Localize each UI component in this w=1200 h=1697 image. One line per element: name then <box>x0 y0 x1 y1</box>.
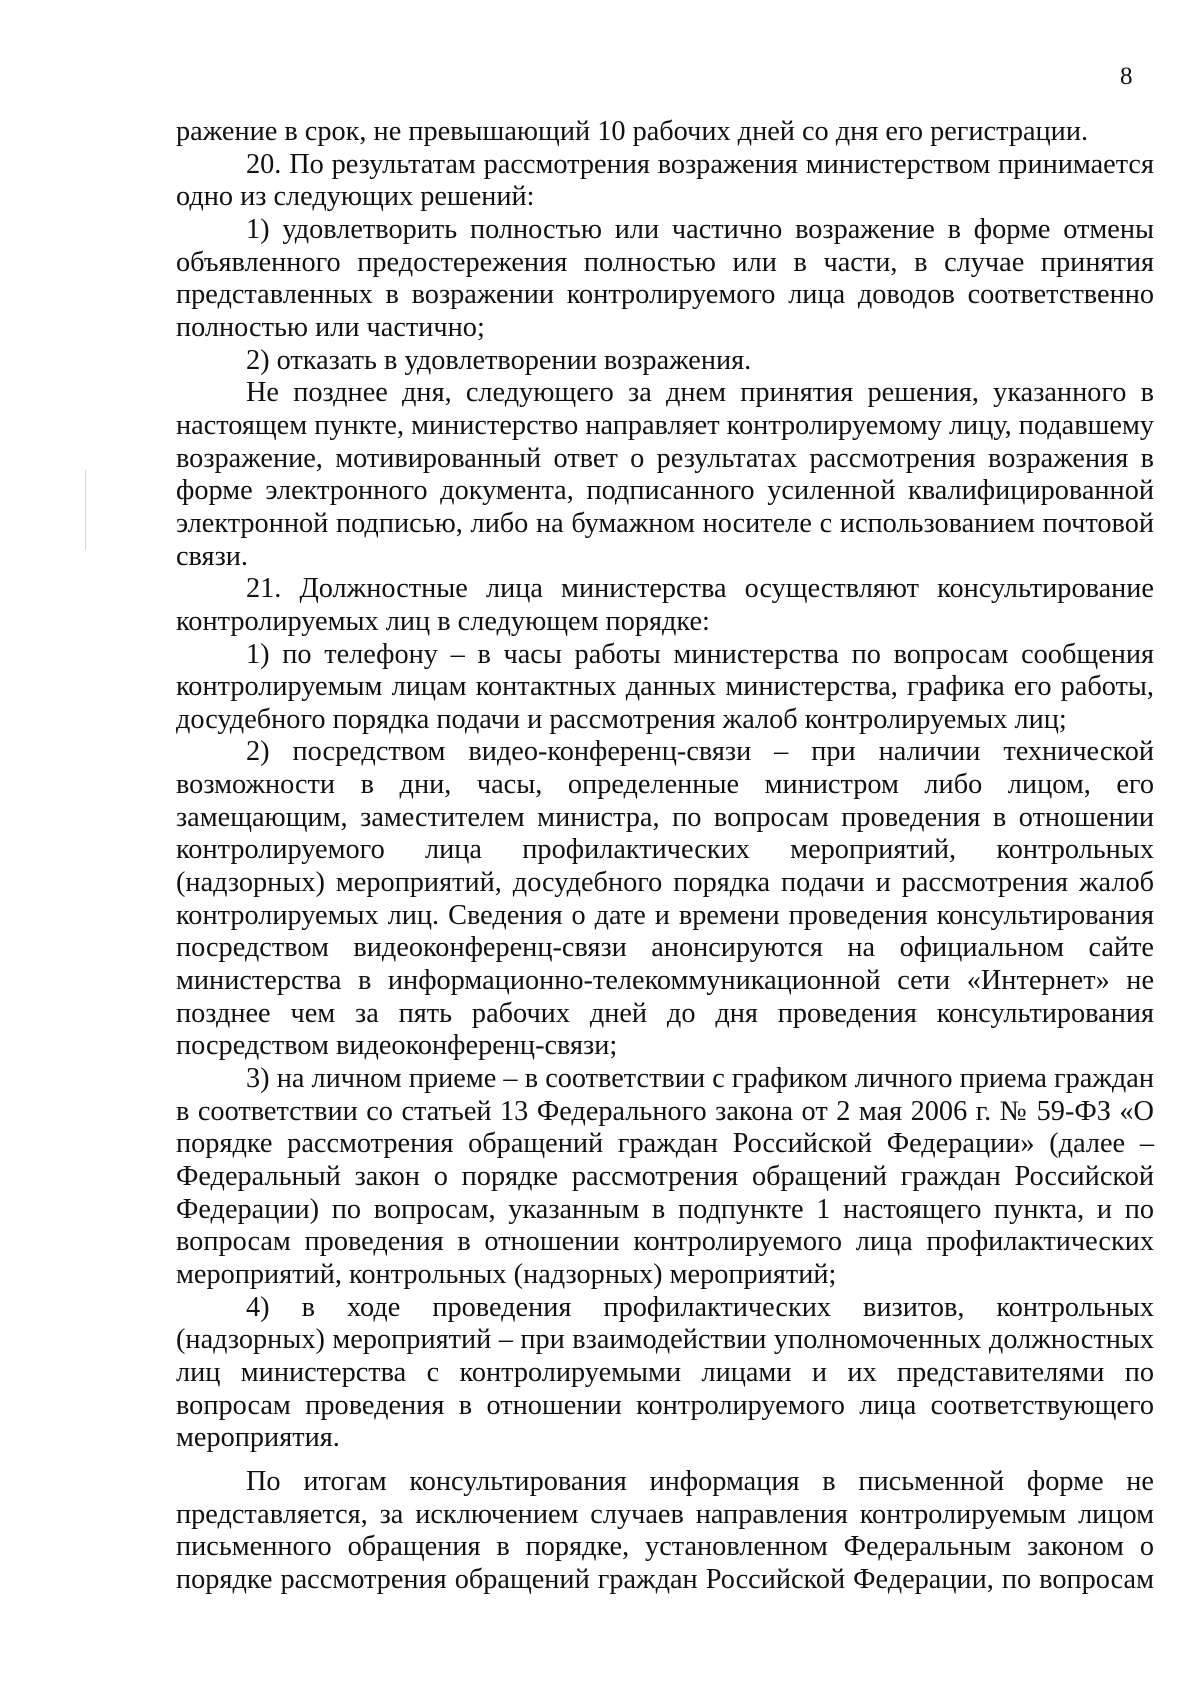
paragraph-consultation-results: По итогам консультирования информация в письменной форме не представляется, за исключением случаев направления контролируемым лицом письменного обращения в порядке, установленном Федеральным законом о порядке рассмотрения обращений граждан Российской Федерации, по вопросам <box>176 1465 1154 1595</box>
paragraph-continuation: ражение в срок, не превышающий 10 рабочих дней со дня его регистрации. <box>176 116 1089 147</box>
paragraph-item-20: 20. По результатам рассмотрения возражения министерством принимается одно из следующих решений: <box>176 148 1154 213</box>
paragraph-20-sub-1: 1) удовлетворить полностью или частично возражение в форме отмены объявленного предостережения полностью или в части, в случае принятия представленных в возражении контролируемого лица доводов соответственно полностью или частично; <box>176 213 1154 343</box>
page-number: 8 <box>1120 63 1133 90</box>
document-body <box>176 116 1154 1597</box>
paragraph-item-21: 21. Должностные лица министерства осуществляют консультирование контролируемых лиц в следующем порядке: <box>176 573 1154 637</box>
paragraph-21-sub-1: 1) по телефону – в часы работы министерства по вопросам сообщения контролируемым лицам контактных данных министерства, графика его работы, досудебного порядка подачи и рассмотрения жалоб контролируемых лиц; <box>176 638 1154 735</box>
paragraph-21-sub-2: 2) посредством видео-конференц-связи – при наличии технической возможности в дни, часы, определенные министром либо лицом, его замещающим, заместителем министра, по вопросам проведения в отношении контролируемого лица профилактических мероприятий, контрольных (надзорных) мероприятий, досудебного порядка подачи и рассмотрения жалоб контролируемых лиц. Сведения о дате и времени проведения консультирования посредством видеоконференц-связи анонсируются на официальном сайте министерства в информационно-телекоммуникационной сети «Интернет» не позднее чем за пять рабочих дней до дня проведения консультирования посредством видеоконференц-связи; <box>176 736 1154 1062</box>
paragraph-20-sub-2: 2) отказать в удовлетворении возражения. <box>246 344 752 376</box>
paragraph-21-sub-4: 4) в ходе проведения профилактических визитов, контрольных (надзорных) мероприятий – при взаимодействии уполномоченных должностных лиц министерства с контролируемыми лицами и их представителями по вопросам проведения в отношении контролируемого лица соответствующего мероприятия. <box>176 1291 1154 1454</box>
paragraph-21-sub-3: 3) на личном приеме – в соответствии с графиком личного приема граждан в соответствии со статьей 13 Федерального закона от 2 мая 2006 г. № 59-ФЗ «О порядке рассмотрения обращений граждан Российской Федерации» (далее – Федеральный закон о порядке рассмотрения обращений граждан Российской Федерации) по вопросам, указанным в подпункте 1 настоящего пункта, и по вопросам проведения в отношении контролируемого лица профилактических мероприятий, контрольных (надзорных) мероприятий; <box>176 1063 1154 1290</box>
scan-edge-mark <box>85 470 86 550</box>
paragraph-decision-notice: Не позднее дня, следующего за днем принятия решения, указанного в настоящем пункте, министерство направляет контролируемому лицу, подавшему возражение, мотивированный ответ о результатах рассмотрения возражения в форме электронного документа, подписанного усиленной квалифицированной электронной подписью, либо на бумажном носителе с использованием почтовой связи. <box>176 377 1155 572</box>
